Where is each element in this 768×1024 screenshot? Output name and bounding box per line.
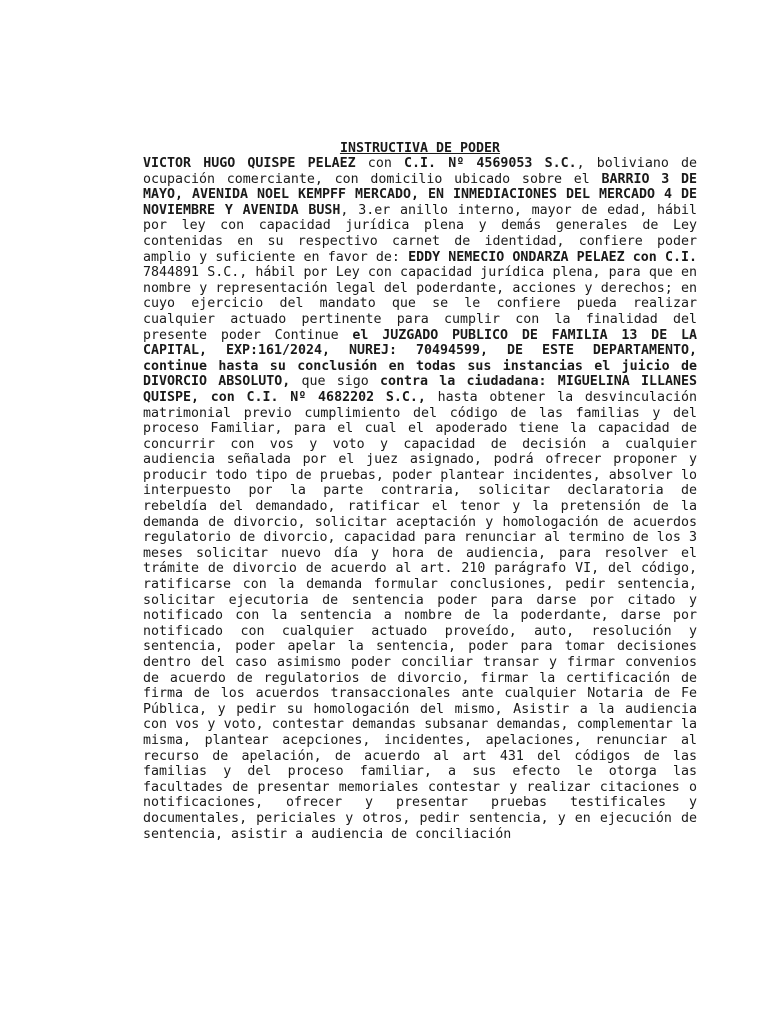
document-title: INSTRUCTIVA DE PODER: [339, 141, 501, 156]
bold-text-run: el JUZGADO PUBLICO DE FAMILIA 13 DE LA CAPITAL, EXP:161/2024, NUREJ: 70494599, DE ESTE DEPARTAMENTO, continue hasta su conclusión en todas sus instancias el juicio de DIVORCIO ABSOLUTO,: [143, 327, 697, 390]
text-run: hasta obtener la desvinculación matrimonial previo cumplimiento del código de las familias y del proceso Familiar, para el cual el apoderado tiene la capacidad de concurrir con vos y voto y capacidad de decisión a cualquier audiencia señalada por el juez asignado, podrá ofrecer proponer y producir todo tipo de pruebas, poder plantear incidentes, absolver lo interpuesto por la parte contraria, solicitar declaratoria de rebeldía del demandado, ratificar el tenor y la pretensión de la demanda de divorcio, solicitar aceptación y homologación de acuerdos regulatorio de divorcio, capacidad para renunciar al termino de los 3 meses solicitar nuevo día y hora de audiencia, para resolver el trámite de divorcio de acuerdo al art. 210 parágrafo VI, del código, ratificarse con la demanda formular conclusiones, pedir sentencia, solicitar ejecutoria de sentencia poder para darse por citado y notificado con la sentencia a nombre de la poderdante, darse por notificado con cualquier actuado proveído, auto, resolución y sentencia, poder apelar la sentencia, poder para tomar decisiones dentro del caso asimismo poder conciliar transar y firmar convenios de acuerdo de regulatorios de divorcio, firmar la certificación de firma de los acuerdos transaccionales ante cualquier Notaria de Fe Pública, y pedir su homologación del mismo, Asistir a la audiencia con vos y voto, contestar demandas subsanar demandas, complementar la misma, plantear acepciones, incidentes, apelaciones, renunciar al recurso de apelación, de acuerdo al art 431 del códigos de las familias y del proceso familiar, a sus efecto le otorga las facultades de presentar memoriales contestar y realizar citaciones o notificaciones, ofrecer y presentar pruebas testificales y documentales, periciales y otros, pedir sentencia, y en ejecución de sentencia, asistir a audiencia de conciliación: [143, 389, 697, 842]
text-run: , 3.er anillo interno, mayor de edad, hábil por ley con capacidad jurídica plena y demás generales de Ley contenidas en su respectivo carnet de identidad, confiere poder amplio y suficiente en favor de:: [143, 202, 697, 265]
bold-text-run: C.I. Nº 4569053 S.C.: [404, 156, 577, 171]
text-run: , boliviano de ocupación comerciante, con domicilio ubicado sobre el: [143, 156, 698, 187]
bold-text-run: EDDY NEMECIO ONDARZA PELAEZ con C.I.: [408, 249, 697, 265]
text-run: con: [355, 156, 404, 171]
bold-text-run: VICTOR HUGO QUISPE PELAEZ: [143, 156, 356, 171]
bold-text-run: contra la ciudadana: MIGUELINA ILLANES QUISPE, con C.I. Nº 4682202 S.C.,: [143, 374, 697, 405]
document-body: [143, 156, 697, 842]
bold-text-run: BARRIO 3 DE MAYO, AVENIDA NOEL KEMPFF MERCADO, EN INMEDIACIONES DEL MERCADO 4 DE NOVIEMBRE Y AVENIDA BUSH: [143, 171, 698, 218]
text-run: que sigo: [290, 374, 380, 390]
text-run: 7844891 S.C., hábil por Ley con capacidad jurídica plena, para que en nombre y representación legal del poderdante, acciones y derechos; en cuyo ejercicio del mandato que se le confiere pueda realizar cualquier actuado pertinente para cumplir con la finalidad del presente poder Continue: [143, 265, 697, 343]
